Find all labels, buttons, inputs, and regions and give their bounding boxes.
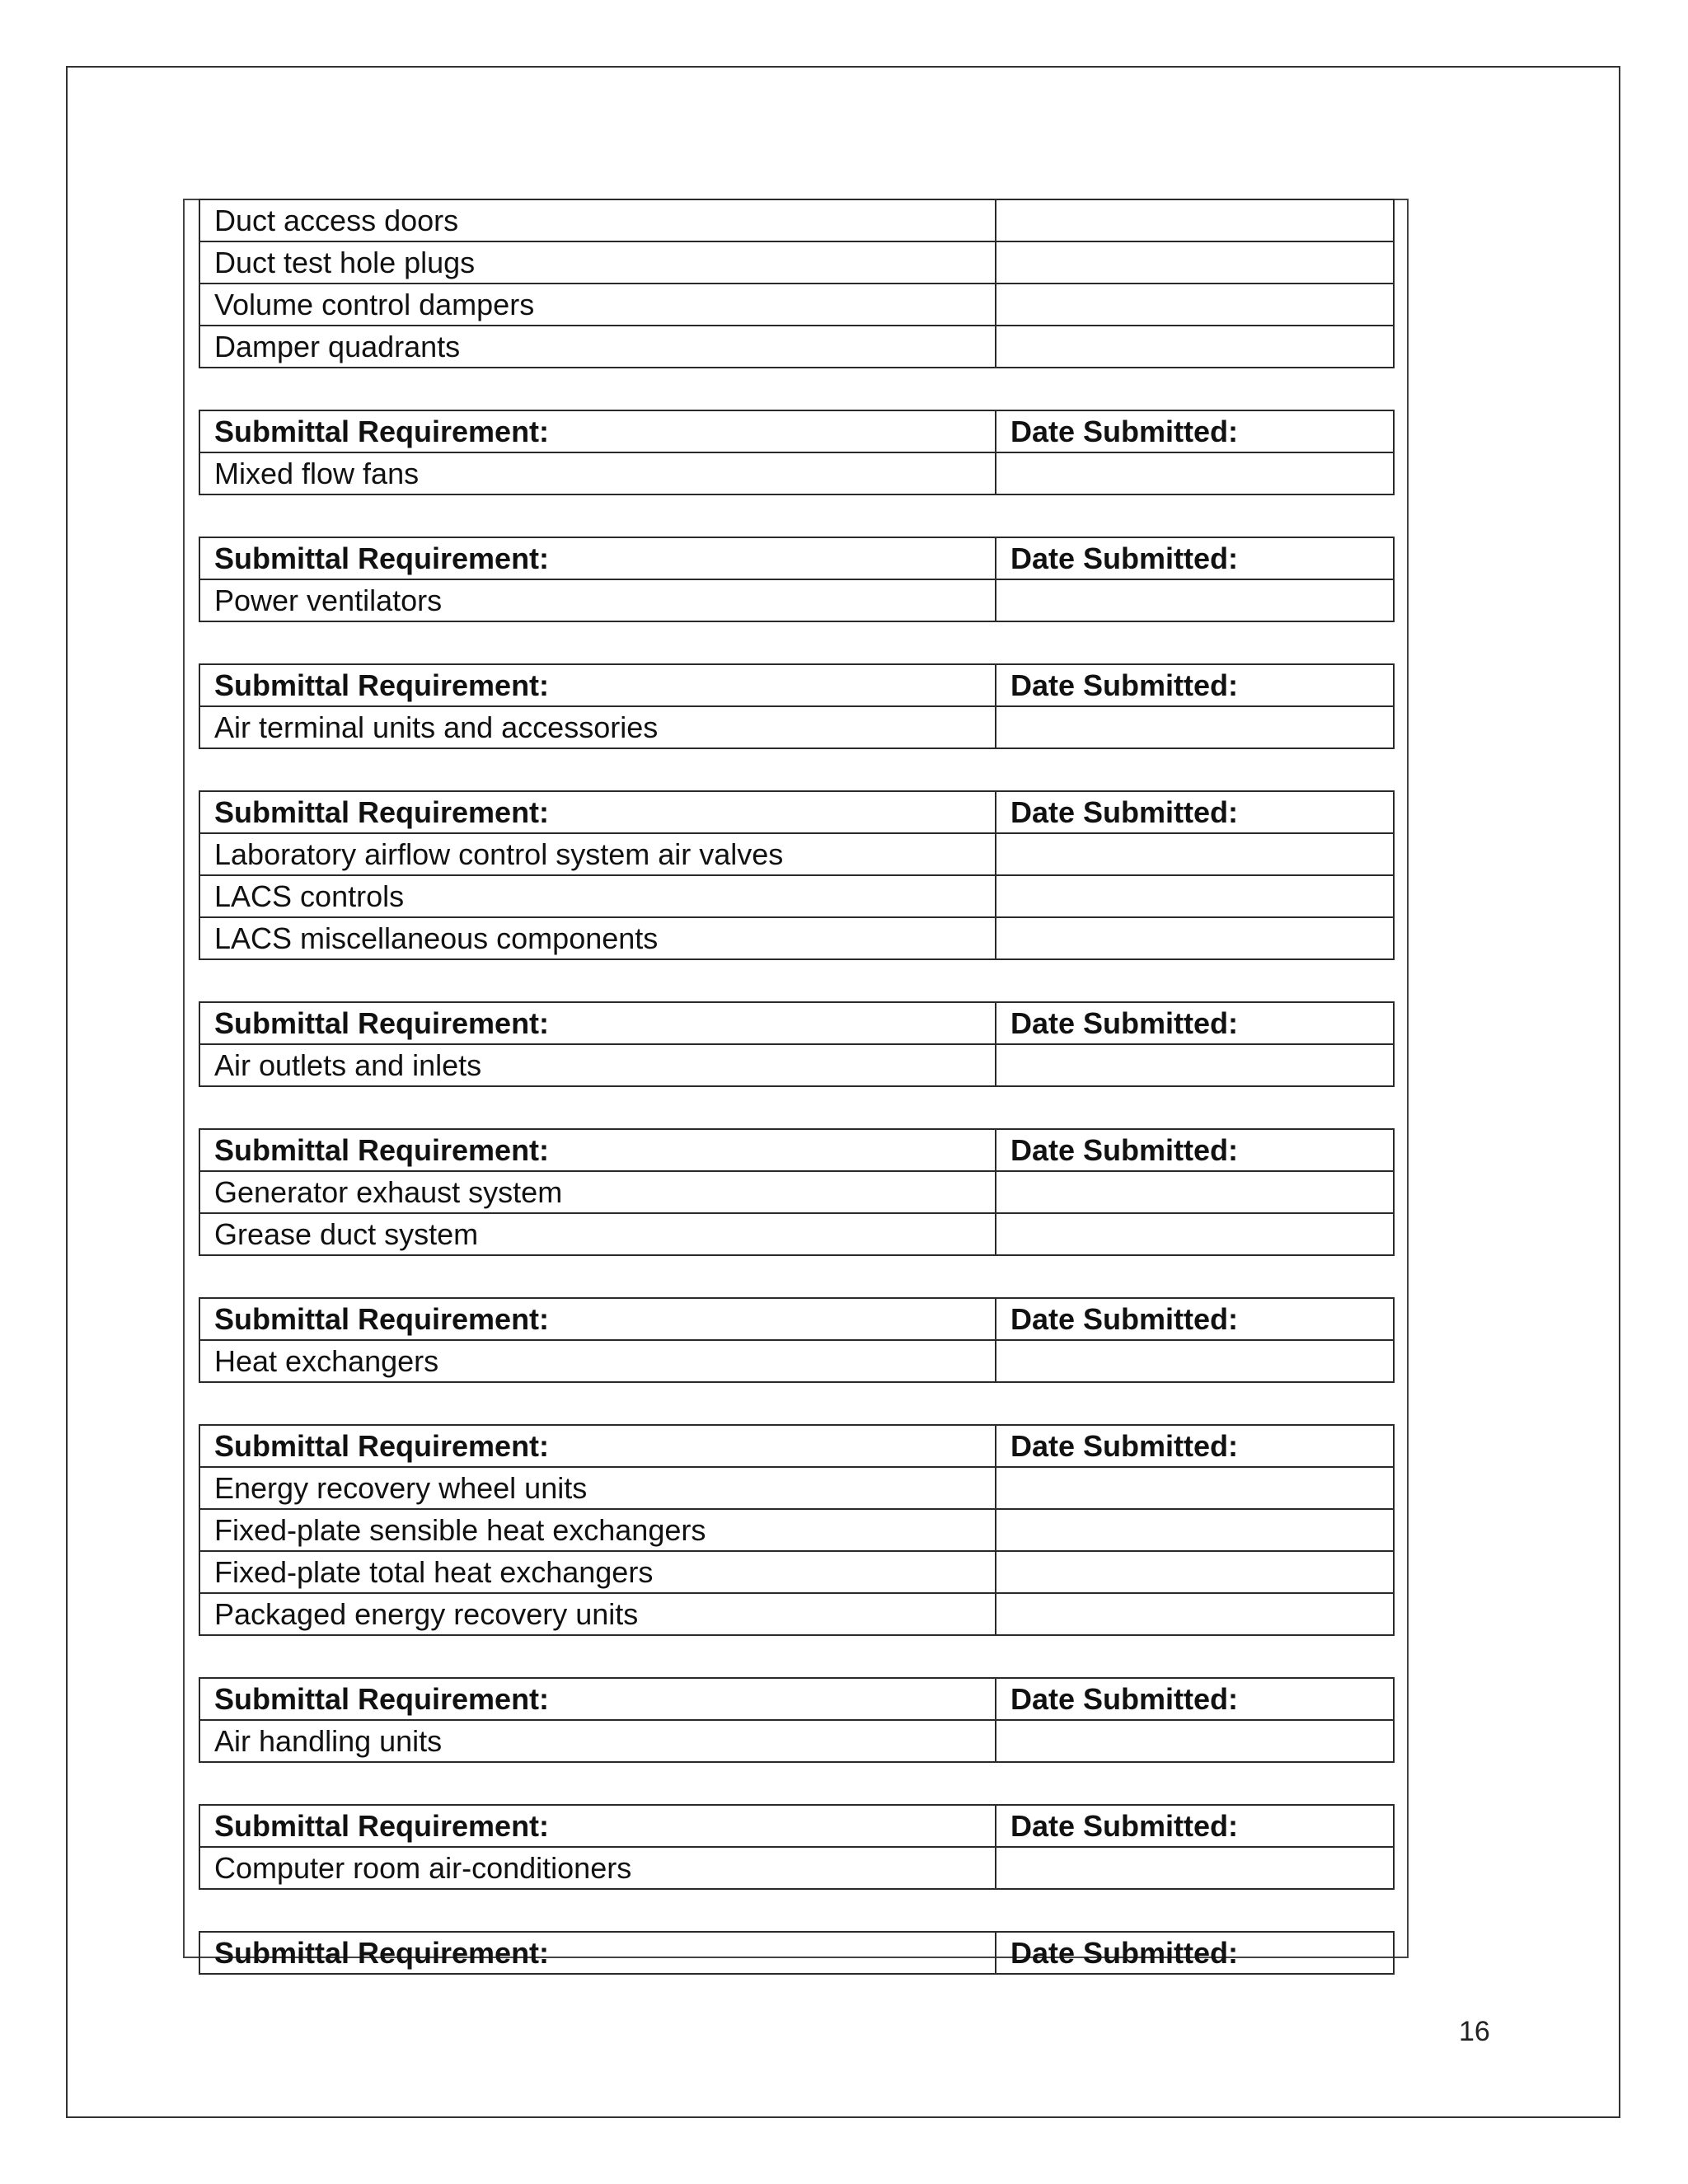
submittal-requirement-header: Submittal Requirement: (199, 1805, 996, 1847)
requirement-item: Fixed-plate total heat exchangers (199, 1551, 996, 1593)
requirement-item: Generator exhaust system (199, 1171, 996, 1213)
table-header-row (199, 1298, 1394, 1340)
requirement-item: Duct test hole plugs (199, 241, 996, 284)
submittal-requirement-header: Submittal Requirement: (199, 1129, 996, 1171)
date-submitted-cell[interactable] (996, 917, 1394, 959)
date-submitted-header: Date Submitted: (996, 1805, 1394, 1847)
requirement-item: Volume control dampers (199, 284, 996, 326)
requirement-item: Duct access doors (199, 199, 996, 241)
submittal-requirement-header: Submittal Requirement: (199, 1298, 996, 1340)
requirement-item: Fixed-plate sensible heat exchangers (199, 1509, 996, 1551)
table-row (199, 917, 1394, 959)
table-row (199, 199, 1394, 241)
date-submitted-cell[interactable] (996, 1467, 1394, 1509)
submittal-section-table (199, 1001, 1395, 1087)
date-submitted-cell[interactable] (996, 875, 1394, 917)
submittal-tables (199, 199, 1393, 1975)
continued-table (199, 199, 1395, 368)
table-row (199, 1213, 1394, 1255)
table-row (199, 1340, 1394, 1382)
date-submitted-cell[interactable] (996, 579, 1394, 621)
table-row (199, 1171, 1394, 1213)
requirement-item: Mixed flow fans (199, 452, 996, 494)
table-header-row (199, 537, 1394, 579)
table-row (199, 1044, 1394, 1086)
date-submitted-header: Date Submitted: (996, 1425, 1394, 1467)
date-submitted-header: Date Submitted: (996, 1678, 1394, 1720)
date-submitted-header: Date Submitted: (996, 1129, 1394, 1171)
date-submitted-header: Date Submitted: (996, 791, 1394, 833)
table-row (199, 284, 1394, 326)
submittal-requirement-header: Submittal Requirement: (199, 791, 996, 833)
date-submitted-cell[interactable] (996, 706, 1394, 748)
date-submitted-cell[interactable] (996, 1593, 1394, 1635)
date-submitted-cell[interactable] (996, 1847, 1394, 1889)
date-submitted-cell[interactable] (996, 1720, 1394, 1762)
requirement-item: Damper quadrants (199, 326, 996, 368)
table-row (199, 1509, 1394, 1551)
submittal-section-table (199, 1128, 1395, 1256)
table-row (199, 1720, 1394, 1762)
requirement-item: Laboratory airflow control system air valves (199, 833, 996, 875)
submittal-section-table (199, 663, 1395, 749)
requirement-item: Computer room air-conditioners (199, 1847, 996, 1889)
submittal-section-table (199, 1677, 1395, 1763)
table-row (199, 1593, 1394, 1635)
submittal-requirement-header: Submittal Requirement: (199, 410, 996, 452)
date-submitted-cell[interactable] (996, 1551, 1394, 1593)
table-row (199, 1467, 1394, 1509)
date-submitted-header: Date Submitted: (996, 410, 1394, 452)
date-submitted-cell[interactable] (996, 1044, 1394, 1086)
date-submitted-cell[interactable] (996, 284, 1394, 326)
submittal-section-table (199, 410, 1395, 495)
table-row (199, 706, 1394, 748)
table-row (199, 875, 1394, 917)
requirement-item: Heat exchangers (199, 1340, 996, 1382)
table-row (199, 452, 1394, 494)
date-submitted-cell[interactable] (996, 326, 1394, 368)
table-header-row (199, 1002, 1394, 1044)
date-submitted-header: Date Submitted: (996, 664, 1394, 706)
submittal-requirement-header: Submittal Requirement: (199, 1425, 996, 1467)
table-header-row (199, 410, 1394, 452)
table-row (199, 1551, 1394, 1593)
date-submitted-cell[interactable] (996, 1171, 1394, 1213)
submittal-requirement-header: Submittal Requirement: (199, 1932, 996, 1974)
requirement-item: LACS controls (199, 875, 996, 917)
submittal-section-table (199, 1804, 1395, 1890)
requirement-item: Air handling units (199, 1720, 996, 1762)
submittal-section-table (199, 1297, 1395, 1383)
requirement-item: Packaged energy recovery units (199, 1593, 996, 1635)
table-header-row (199, 664, 1394, 706)
requirement-item: Grease duct system (199, 1213, 996, 1255)
submittal-section-table (199, 537, 1395, 622)
submittal-section-table (199, 790, 1395, 960)
requirement-item: Power ventilators (199, 579, 996, 621)
date-submitted-cell[interactable] (996, 1509, 1394, 1551)
submittal-requirement-header: Submittal Requirement: (199, 1002, 996, 1044)
page-number: 16 (1459, 2016, 1490, 2047)
requirement-item: Air outlets and inlets (199, 1044, 996, 1086)
date-submitted-cell[interactable] (996, 833, 1394, 875)
submittal-section-table (199, 1931, 1395, 1975)
submittal-requirement-header: Submittal Requirement: (199, 664, 996, 706)
table-header-row (199, 1129, 1394, 1171)
requirement-item: LACS miscellaneous components (199, 917, 996, 959)
table-row (199, 833, 1394, 875)
table-row (199, 326, 1394, 368)
requirement-item: Energy recovery wheel units (199, 1467, 996, 1509)
table-row (199, 579, 1394, 621)
date-submitted-header: Date Submitted: (996, 537, 1394, 579)
table-header-row (199, 791, 1394, 833)
date-submitted-header: Date Submitted: (996, 1932, 1394, 1974)
date-submitted-cell[interactable] (996, 241, 1394, 284)
table-header-row (199, 1805, 1394, 1847)
table-header-row (199, 1932, 1394, 1974)
date-submitted-cell[interactable] (996, 199, 1394, 241)
submittal-requirement-header: Submittal Requirement: (199, 1678, 996, 1720)
date-submitted-cell[interactable] (996, 452, 1394, 494)
requirement-item: Air terminal units and accessories (199, 706, 996, 748)
date-submitted-cell[interactable] (996, 1213, 1394, 1255)
submittal-section-table (199, 1424, 1395, 1636)
date-submitted-header: Date Submitted: (996, 1298, 1394, 1340)
table-row (199, 1847, 1394, 1889)
table-header-row (199, 1678, 1394, 1720)
submittal-requirement-header: Submittal Requirement: (199, 537, 996, 579)
table-header-row (199, 1425, 1394, 1467)
table-row (199, 241, 1394, 284)
date-submitted-header: Date Submitted: (996, 1002, 1394, 1044)
date-submitted-cell[interactable] (996, 1340, 1394, 1382)
